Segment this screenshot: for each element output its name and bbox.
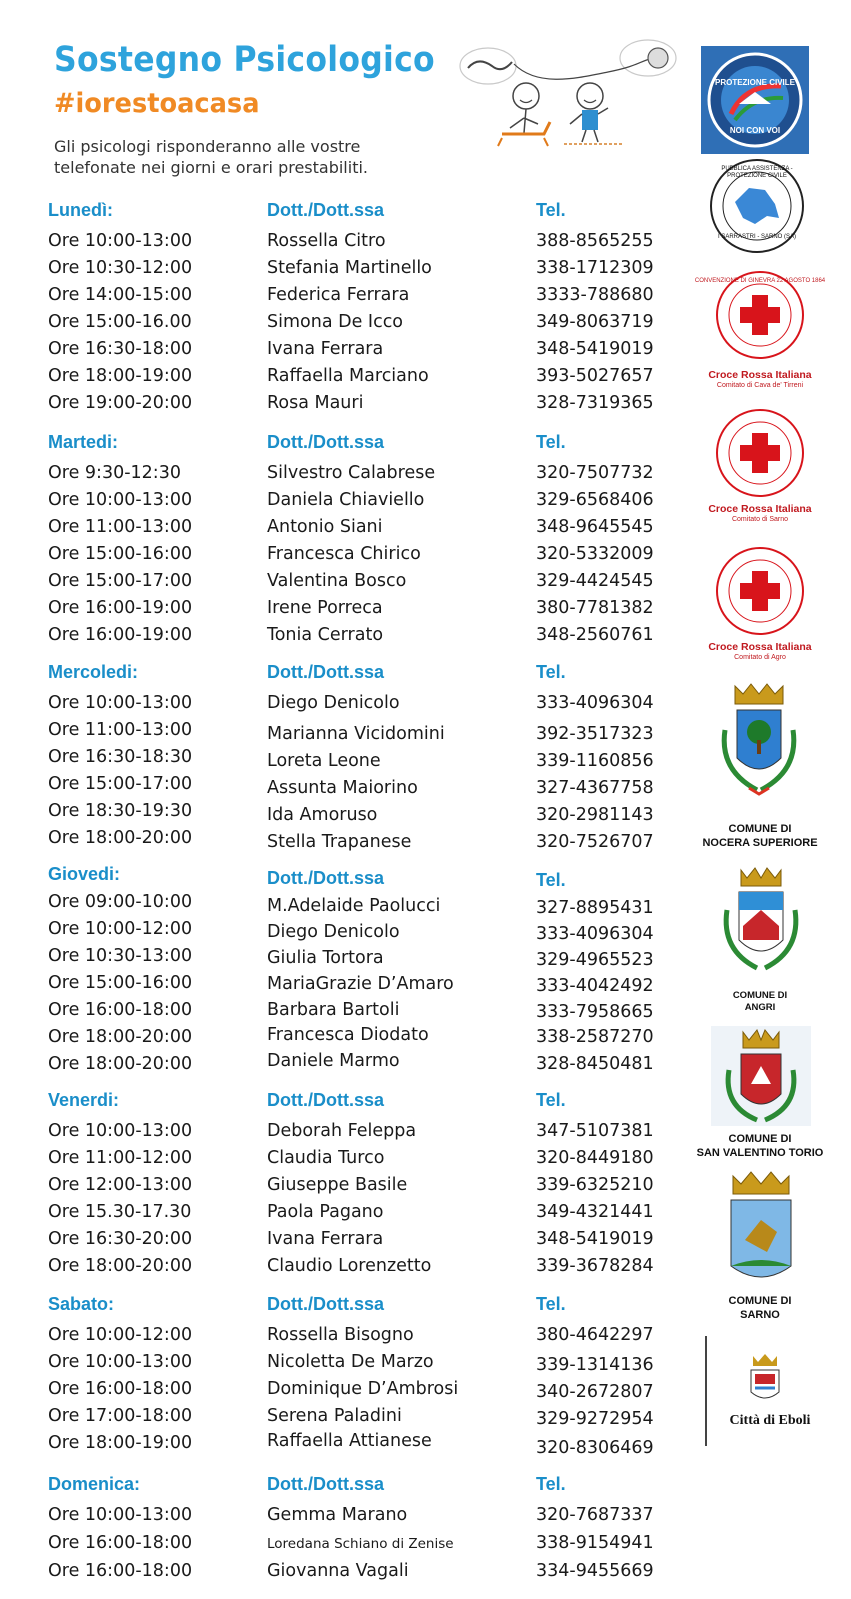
nocera-superiore-caption	[685, 822, 835, 850]
phone-number[interactable]: 347-5107381	[536, 1121, 654, 1141]
doctor-name: Nicoletta De Marzo	[267, 1352, 434, 1372]
phone-number[interactable]: 327-8895431	[536, 898, 654, 918]
phone-column-header: Tel.	[536, 870, 566, 890]
slot-time: Ore 10:30-12:00	[48, 258, 193, 278]
hashtag: #iorestoacasa	[54, 88, 260, 119]
doctor-column-header: Dott./Dott.ssa	[267, 868, 384, 888]
phone-column-header: Tel.	[536, 662, 566, 682]
slot-time: Ore 16:00-18:00	[48, 1533, 193, 1553]
cri-name: Croce Rossa Italiana	[708, 641, 812, 653]
phone-number[interactable]: 3333-788680	[536, 285, 654, 305]
angri-crest	[713, 866, 809, 986]
cri-committee: Comitato di Agro	[734, 654, 786, 661]
phone-number[interactable]: 348-9645545	[536, 517, 654, 537]
slot-time: Ore 15:00-17:00	[48, 571, 193, 591]
doctor-name: Ivana Ferrara	[267, 1229, 384, 1249]
doctor-name: Stefania Martinello	[267, 258, 432, 278]
doctor-name: Giuseppe Basile	[267, 1175, 408, 1195]
phone-number[interactable]: 320-7526707	[536, 832, 654, 852]
phone-number[interactable]: 339-1160856	[536, 751, 654, 771]
doctor-name: Irene Porreca	[267, 598, 383, 618]
doctor-name: Diego Denicolo	[267, 693, 400, 713]
doctor-column-header: Dott./Dott.ssa	[267, 1090, 384, 1110]
caption-line-2: SAN VALENTINO TORIO	[696, 1147, 824, 1159]
phone-number[interactable]: 349-8063719	[536, 312, 654, 332]
slot-time: Ore 18:00-20:00	[48, 828, 193, 848]
doctor-name: Raffaella Marciano	[267, 366, 429, 386]
doctor-name: Francesca Diodato	[267, 1025, 429, 1045]
day-header: Venerdi:	[48, 1090, 120, 1110]
slot-time: Ore 15.30-17.30	[48, 1202, 192, 1222]
slot-time: Ore 16:30-18:30	[48, 747, 193, 767]
phone-number[interactable]: 320-7687337	[536, 1505, 654, 1525]
slot-time: Ore 18:30-19:30	[48, 801, 193, 821]
sponsor-logos	[685, 0, 851, 1599]
pubblica-assistenza-subtext: I SARRASTRI - SARNO (SA)	[717, 234, 796, 240]
phone-number[interactable]: 329-4424545	[536, 571, 654, 591]
doctor-name: Silvestro Calabrese	[267, 463, 436, 483]
sarno-caption	[685, 1294, 835, 1322]
phone-number[interactable]: 320-7507732	[536, 463, 654, 483]
phone-number[interactable]: 320-5332009	[536, 544, 654, 564]
croce-rossa-cava-caption	[685, 369, 835, 390]
phone-column-header: Tel.	[536, 200, 566, 220]
slot-time: Ore 16:00-18:00	[48, 1000, 193, 1020]
doctor-name: Simona De Icco	[267, 312, 404, 332]
day-header: Lunedì:	[48, 200, 113, 220]
phone-number[interactable]: 327-4367758	[536, 778, 654, 798]
doctor-name: Ivana Ferrara	[267, 339, 384, 359]
doctor-name: Paola Pagano	[267, 1202, 384, 1222]
eboli-divider	[705, 1336, 707, 1446]
doctor-name: Valentina Bosco	[267, 571, 407, 591]
phone-number[interactable]: 333-4042492	[536, 976, 654, 996]
angri-caption	[685, 990, 835, 1014]
doctor-name: Dominique D’Ambrosi	[267, 1379, 459, 1399]
slot-time: Ore 10:00-13:00	[48, 231, 193, 251]
slot-time: Ore 9:30-12:30	[48, 463, 181, 483]
slot-time: Ore 16:00-19:00	[48, 625, 193, 645]
slot-time: Ore 10:00-13:00	[48, 1505, 193, 1525]
doctor-name: MariaGrazie D’Amaro	[267, 974, 454, 994]
croce-rossa-agro-caption	[685, 641, 835, 662]
slot-time: Ore 12:00-13:00	[48, 1175, 193, 1195]
phone-number[interactable]: 340-2672807	[536, 1382, 654, 1402]
phone-number[interactable]: 334-9455669	[536, 1561, 654, 1581]
slot-time: Ore 09:00-10:00	[48, 892, 193, 912]
slot-time: Ore 10:00-12:00	[48, 1325, 193, 1345]
slot-time: Ore 16:30-20:00	[48, 1229, 193, 1249]
doctor-name: Antonio Siani	[267, 517, 383, 537]
slot-time: Ore 15:00-16.00	[48, 312, 192, 332]
doctor-name: Barbara Bartoli	[267, 1000, 400, 1020]
phone-column-header: Tel.	[536, 432, 566, 452]
caption-line-1: COMUNE DI	[728, 1133, 792, 1145]
phone-number[interactable]: 388-8565255	[536, 231, 654, 251]
doctor-name: Francesca Chirico	[267, 544, 421, 564]
phone-column-header: Tel.	[536, 1090, 566, 1110]
phone-number[interactable]: 339-6325210	[536, 1175, 654, 1195]
phone-number[interactable]: 380-4642297	[536, 1325, 654, 1345]
doctor-name: Serena Paladini	[267, 1406, 402, 1426]
slot-time: Ore 10:00-13:00	[48, 1352, 193, 1372]
doctor-name: Raffaella Attianese	[267, 1431, 432, 1451]
doctor-column-header: Dott./Dott.ssa	[267, 200, 384, 220]
pubblica-assistenza-text: PUBBLICA ASSISTENZA - PROTEZIONE CIVILE	[721, 166, 793, 179]
doctor-column-header: Dott./Dott.ssa	[267, 432, 384, 452]
slot-time: Ore 11:00-13:00	[48, 517, 193, 537]
phone-number[interactable]: 339-3678284	[536, 1256, 654, 1276]
phone-number[interactable]: 320-2981143	[536, 805, 654, 825]
day-header: Martedi:	[48, 432, 119, 452]
sarno-crest	[711, 1170, 811, 1290]
protezione-civile-text: PROTEZIONE CIVILE	[714, 78, 795, 87]
slot-time: Ore 11:00-12:00	[48, 1148, 193, 1168]
doctor-name: Diego Denicolo	[267, 922, 400, 942]
doctor-name: Giovanna Vagali	[267, 1561, 409, 1581]
doctor-name: Marianna Vicidomini	[267, 724, 445, 744]
doctor-name: Gemma Marano	[267, 1505, 408, 1525]
doctor-name: Giulia Tortora	[267, 948, 384, 968]
phone-number[interactable]: 329-6568406	[536, 490, 654, 510]
page-title: Sostegno Psicologico	[54, 40, 435, 80]
day-header: Sabato:	[48, 1294, 115, 1314]
intro-line-2: telefonate nei giorni e orari prestabiliti.	[54, 158, 368, 177]
phone-number[interactable]: 393-5027657	[536, 366, 654, 386]
nocera-superiore-crest	[709, 680, 809, 810]
slot-time: Ore 16:00-18:00	[48, 1561, 193, 1581]
slot-time: Ore 10:00-13:00	[48, 693, 193, 713]
slot-time: Ore 15:00-17:00	[48, 774, 193, 794]
eboli-caption: Città di Eboli	[729, 1413, 811, 1428]
slot-time: Ore 18:00-20:00	[48, 1256, 193, 1276]
phone-number[interactable]: 329-9272954	[536, 1409, 654, 1429]
doctor-name: Stella Trapanese	[267, 832, 412, 852]
slot-time: Ore 10:00-13:00	[48, 1121, 193, 1141]
phone-number[interactable]: 320-8449180	[536, 1148, 654, 1168]
doctor-name: Rossella Citro	[267, 231, 386, 251]
croce-rossa-sarno-logo	[715, 408, 805, 498]
day-header: Domenica:	[48, 1474, 141, 1494]
san-valentino-torio-crest	[711, 1026, 811, 1126]
phone-call-illustration	[458, 38, 680, 148]
doctor-name: Ida Amoruso	[267, 805, 378, 825]
phone-number[interactable]: 320-8306469	[536, 1438, 654, 1458]
doctor-name: Claudia Turco	[267, 1148, 385, 1168]
slot-time: Ore 18:00-19:00	[48, 366, 193, 386]
doctor-column-header: Dott./Dott.ssa	[267, 1474, 384, 1494]
croce-rossa-agro-logo	[715, 546, 805, 636]
caption-line-1: COMUNE DI	[728, 1295, 792, 1307]
day-header: Giovedi:	[48, 864, 121, 884]
slot-time: Ore 19:00-20:00	[48, 393, 193, 413]
phone-number[interactable]: 380-7781382	[536, 598, 654, 618]
phone-number[interactable]: 339-1314136	[536, 1355, 654, 1375]
caption-line-2: NOCERA SUPERIORE	[702, 837, 818, 849]
doctor-column-header: Dott./Dott.ssa	[267, 1294, 384, 1314]
phone-number[interactable]: 338-1712309	[536, 258, 654, 278]
doctor-name: Tonia Cerrato	[267, 625, 384, 645]
caption-line-1: COMUNE DI	[732, 990, 788, 1001]
cri-name: Croce Rossa Italiana	[708, 503, 812, 515]
san-valentino-torio-caption	[685, 1132, 835, 1160]
phone-number[interactable]: 338-9154941	[536, 1533, 654, 1553]
phone-number[interactable]: 348-2560761	[536, 625, 654, 645]
slot-time: Ore 10:30-13:00	[48, 946, 193, 966]
slot-time: Ore 15:00-16:00	[48, 973, 193, 993]
slot-time: Ore 18:00-19:00	[48, 1433, 193, 1453]
cri-committee: Comitato di Sarno	[731, 516, 789, 523]
phone-number[interactable]: 333-4096304	[536, 924, 654, 944]
phone-number[interactable]: 328-8450481	[536, 1054, 654, 1074]
doctor-name: Loredana Schiano di Zenise	[267, 1536, 454, 1552]
slot-time: Ore 15:00-16:00	[48, 544, 193, 564]
phone-number[interactable]: 329-4965523	[536, 950, 654, 970]
caption-line-1: COMUNE DI	[728, 823, 792, 835]
slot-time: Ore 17:00-18:00	[48, 1406, 193, 1426]
cri-name: Croce Rossa Italiana	[708, 369, 812, 381]
phone-column-header: Tel.	[536, 1294, 566, 1314]
intro-text	[54, 136, 368, 178]
croce-rossa-ring-text: CONVENZIONE DI GINEVRA 22 AGOSTO 1864	[694, 278, 826, 284]
doctor-name: Rossella Bisogno	[267, 1325, 414, 1345]
doctor-column-header: Dott./Dott.ssa	[267, 662, 384, 682]
day-header: Mercoledi:	[48, 662, 139, 682]
doctor-name: Assunta Maiorino	[267, 778, 418, 798]
phone-number[interactable]: 348-5419019	[536, 339, 654, 359]
doctor-name: Federica Ferrara	[267, 285, 410, 305]
caption-line-2: ANGRI	[744, 1002, 776, 1013]
doctor-name: Deborah Feleppa	[267, 1121, 417, 1141]
doctor-name: M.Adelaide Paolucci	[267, 896, 441, 916]
protezione-civile-motto: NOI CON VOI	[729, 126, 781, 135]
doctor-name: Claudio Lorenzetto	[267, 1256, 432, 1276]
phone-number[interactable]: 328-7319365	[536, 393, 654, 413]
slot-time: Ore 16:00-19:00	[48, 598, 193, 618]
slot-time: Ore 11:00-13:00	[48, 720, 193, 740]
slot-time: Ore 14:00-15:00	[48, 285, 193, 305]
phone-number[interactable]: 348-5419019	[536, 1229, 654, 1249]
doctor-name: Loreta Leone	[267, 751, 381, 771]
slot-time: Ore 10:00-12:00	[48, 919, 193, 939]
slot-time: Ore 18:00-20:00	[48, 1054, 193, 1074]
eboli-crest	[745, 1352, 785, 1404]
slot-time: Ore 10:00-13:00	[48, 490, 193, 510]
phone-number[interactable]: 349-4321441	[536, 1202, 654, 1222]
cri-committee: Comitato di Cava de' Tirreni	[716, 382, 804, 389]
slot-time: Ore 18:00-20:00	[48, 1027, 193, 1047]
doctor-name: Rosa Mauri	[267, 393, 364, 413]
doctor-name: Daniela Chiaviello	[267, 490, 425, 510]
phone-number[interactable]: 338-2587270	[536, 1027, 654, 1047]
phone-column-header: Tel.	[536, 1474, 566, 1494]
phone-number[interactable]: 333-4096304	[536, 693, 654, 713]
phone-number[interactable]: 392-3517323	[536, 724, 654, 744]
slot-time: Ore 16:00-18:00	[48, 1379, 193, 1399]
intro-line-1: Gli psicologi risponderanno alle vostre	[54, 137, 361, 156]
caption-line-2: SARNO	[740, 1309, 780, 1321]
doctor-name: Daniele Marmo	[267, 1051, 400, 1071]
phone-number[interactable]: 333-7958665	[536, 1002, 654, 1022]
croce-rossa-sarno-caption	[685, 503, 835, 524]
slot-time: Ore 16:30-18:00	[48, 339, 193, 359]
